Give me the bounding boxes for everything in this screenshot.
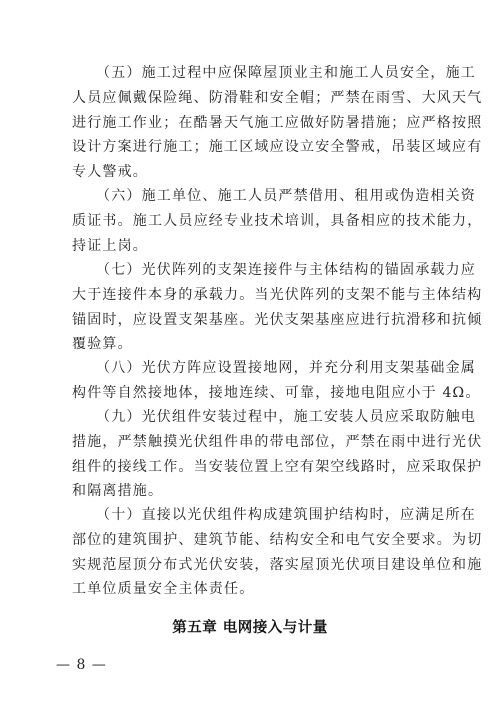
text-line: 专人警戒。	[72, 164, 148, 181]
text-line: 工单位质量安全主体责任。	[72, 581, 255, 598]
chapter-title: 第五章 电网接入与计量	[172, 620, 328, 636]
paragraph-6	[72, 184, 483, 258]
paragraph-8	[72, 356, 481, 406]
paragraph-5	[72, 61, 483, 185]
text-line: （七）光伏阵列的支架连接件与主体结构的锚固承载力应	[96, 262, 476, 278]
text-line: 人员应佩戴保险绳、防滑鞋和安全帽；严禁在雨雪、大风天气	[72, 89, 483, 106]
text-line: （五）施工过程中应保障屋顶业主和施工人员安全，施工	[96, 65, 476, 81]
text-line: 组件的接线工作。当安装位置上空有架空线路时，应采取保护	[72, 458, 483, 475]
page-number: — 8 —	[56, 657, 107, 673]
text-line: 持证上岗。	[72, 237, 148, 254]
text-line: 实规范屋顶分布式光伏安装，落实屋顶光伏项目建设单位和施	[72, 556, 483, 573]
text-line: 构件等自然接地体，接地连续、可靠，接地电阻应小于 4Ω。	[72, 384, 481, 401]
paragraph-7	[72, 258, 483, 357]
text-line: （十）直接以光伏组件构成建筑围护结构时，应满足所在	[96, 507, 476, 523]
paragraph-9	[72, 405, 483, 504]
text-line: 大于连接件本身的承载力。当光伏阵列的支架不能与主体结构	[72, 286, 483, 303]
text-line: （六）施工单位、施工人员严禁借用、租用或伪造相关资	[96, 188, 476, 204]
text-line: 部位的建筑围护、建筑节能、结构安全和电气安全要求。为切	[72, 531, 483, 548]
text-line: 设计方案进行施工；施工区域应设立安全警戒，吊装区域应有	[72, 139, 483, 156]
text-line: 措施，严禁触摸光伏组件串的带电部位，严禁在雨中进行光伏	[72, 433, 483, 450]
text-line: 覆验算。	[72, 336, 133, 353]
text-line: 进行施工作业；在酷暑天气施工应做好防暑措施；应严格按照	[72, 114, 483, 131]
text-line: 和隔离措施。	[72, 483, 164, 500]
paragraph-10	[72, 503, 483, 602]
text-line: 锚固时，应设置支架基座。光伏支架基座应进行抗滑移和抗倾	[72, 311, 483, 328]
text-line: 质证书。施工人员应经专业技术培训，具备相应的技术能力，	[72, 212, 483, 229]
text-line: （九）光伏组件安装过程中，施工安装人员应采取防触电	[96, 409, 476, 425]
text-line: （八）光伏方阵应设置接地网，并充分利用支架基础金属	[96, 360, 476, 376]
